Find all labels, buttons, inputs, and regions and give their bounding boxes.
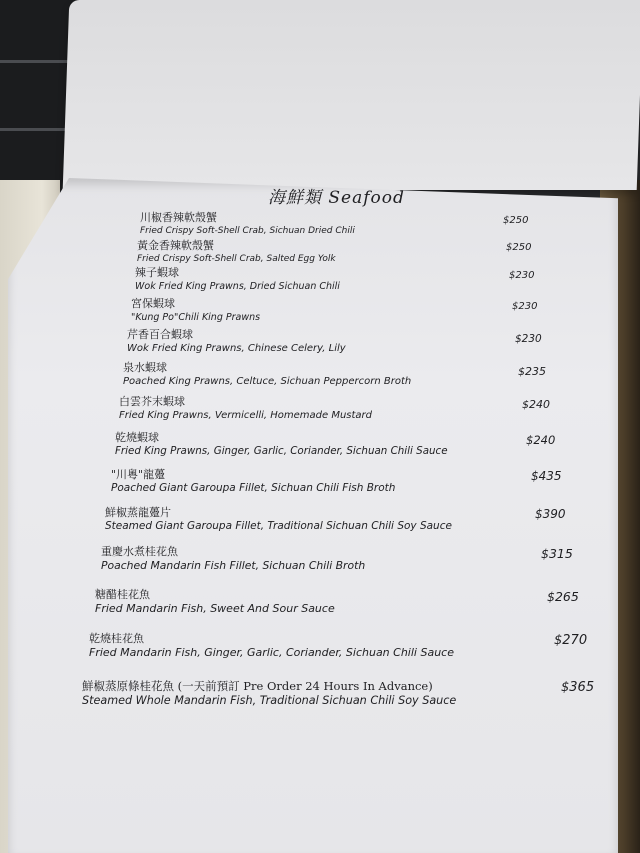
item-name-english: "Kung Po"Chili King Prawns — [131, 312, 261, 323]
item-price: $315 — [541, 546, 573, 561]
menu-item — [119, 395, 372, 423]
item-name-english: Fried King Prawns, Ginger, Garlic, Coriander, Sichuan Chili Sauce — [115, 445, 448, 457]
item-name-chinese: 辣子蝦球 — [135, 266, 179, 279]
item-price: $230 — [509, 270, 535, 281]
item-name-english: Fried Mandarin Fish, Ginger, Garlic, Coriander, Sichuan Chili Sauce — [89, 646, 454, 659]
item-name-chinese: 乾燒蝦球 — [115, 431, 159, 444]
menu-item — [123, 361, 411, 389]
item-name-english: Poached Giant Garoupa Fillet, Sichuan Chili Fish Broth — [111, 482, 396, 494]
item-name-chinese: 泉水蝦球 — [123, 361, 167, 374]
item-name-chinese: 芹香百合蝦球 — [127, 328, 193, 341]
menu-item — [101, 545, 365, 573]
item-name-chinese: 重慶水煮桂花魚 — [101, 545, 178, 558]
item-name-chinese: 川椒香辣軟殼蟹 — [140, 211, 217, 224]
item-price: $250 — [503, 215, 529, 226]
item-price: $435 — [531, 469, 562, 483]
menu-item — [89, 632, 454, 660]
item-name-english: Steamed Whole Mandarin Fish, Traditional Sichuan Chili Soy Sauce — [82, 694, 457, 707]
item-price: $230 — [512, 301, 538, 312]
section-title: 海鮮類 Seafood — [268, 188, 405, 208]
item-name-english: Wok Fried King Prawns, Dried Sichuan Chili — [135, 281, 340, 292]
item-name-english: Steamed Giant Garoupa Fillet, Traditional Sichuan Chili Soy Sauce — [105, 520, 452, 532]
menu-item — [137, 239, 336, 267]
item-price: $365 — [561, 680, 595, 695]
item-price: $240 — [522, 398, 550, 411]
menu-item — [131, 297, 260, 325]
item-name-chinese: 鮮椒蒸原條桂花魚 (一天前預訂 Pre Order 24 Hours In Advance) — [82, 679, 433, 693]
item-price: $270 — [554, 633, 588, 648]
item-name-chinese: 黃金香辣軟殼蟹 — [137, 239, 214, 252]
menu-item — [105, 506, 452, 534]
item-name-chinese: 糖醋桂花魚 — [95, 588, 150, 601]
item-name-chinese: "川粵"龍躉 — [111, 468, 166, 481]
item-name-chinese: 鮮椒蒸龍躉片 — [105, 506, 171, 519]
item-name-chinese: 宮保蝦球 — [131, 297, 175, 310]
item-price: $240 — [526, 433, 556, 447]
item-name-english: Fried Crispy Soft-Shell Crab, Salted Egg Yolk — [137, 254, 336, 264]
item-name-english: Fried Mandarin Fish, Sweet And Sour Sauce — [95, 602, 335, 615]
item-name-chinese: 白雲芥末蝦球 — [119, 395, 185, 408]
menu-item — [82, 680, 456, 708]
menu-item — [127, 328, 346, 356]
item-price: $390 — [535, 507, 566, 521]
item-price: $265 — [547, 589, 579, 604]
item-name-english: Fried King Prawns, Vermicelli, Homemade Mustard — [119, 410, 373, 421]
item-name-english: Wok Fried King Prawns, Chinese Celery, Lily — [127, 343, 346, 354]
item-price: $250 — [506, 242, 532, 253]
item-name-english: Poached Mandarin Fish Fillet, Sichuan Chili Broth — [101, 559, 366, 572]
menu-item — [111, 468, 395, 496]
item-name-chinese: 乾燒桂花魚 — [89, 632, 144, 645]
item-price: $235 — [518, 365, 546, 378]
item-name-english: Poached King Prawns, Celtuce, Sichuan Peppercorn Broth — [123, 376, 412, 387]
item-price: $230 — [515, 333, 542, 345]
item-name-english: Fried Crispy Soft-Shell Crab, Sichuan Dried Chili — [140, 226, 355, 236]
menu-item — [115, 431, 448, 459]
menu-item — [135, 266, 340, 294]
menu-item — [140, 211, 355, 239]
menu-item — [95, 588, 335, 616]
